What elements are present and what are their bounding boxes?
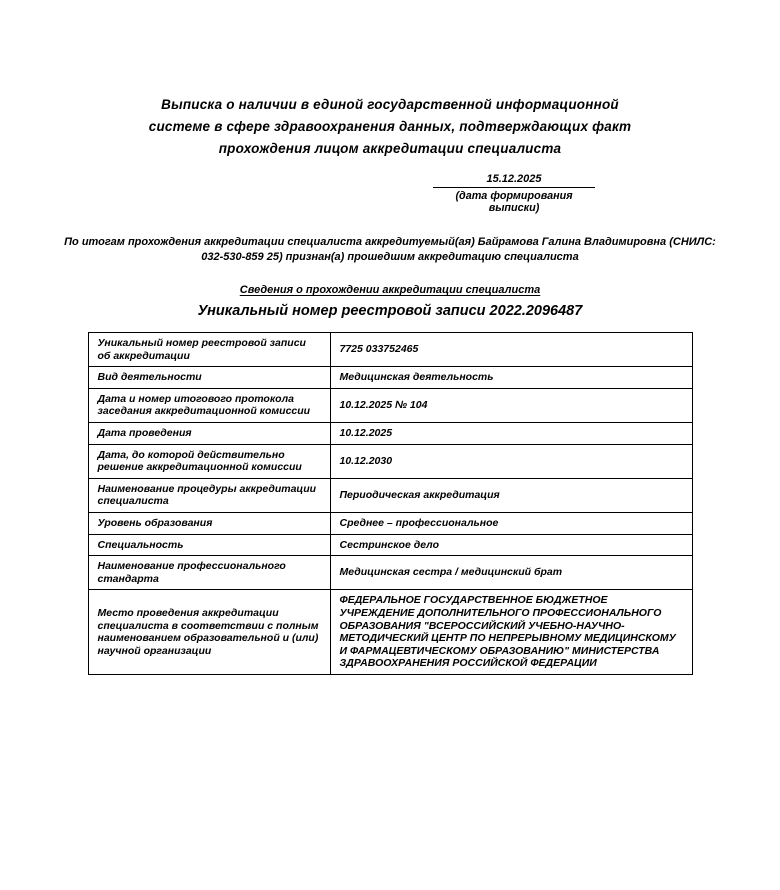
table-row-date-held — [88, 422, 692, 444]
accreditation-table-body — [88, 333, 692, 675]
document-title-line: Выписка о наличии в единой государственной информационной — [161, 97, 619, 112]
table-row-education-level — [88, 512, 692, 534]
row-label: Дата, до которой действительно решение аккредитационной комиссии — [88, 444, 330, 478]
table-row-procedure-name — [88, 478, 692, 512]
row-value: Медицинская деятельность — [330, 367, 692, 389]
row-label: Дата проведения — [88, 422, 330, 444]
table-row-accreditation-place — [88, 590, 692, 675]
table-row-valid-until — [88, 444, 692, 478]
row-label: Наименование процедуры аккредитации специалиста — [88, 478, 330, 512]
row-label: Специальность — [88, 534, 330, 556]
document-title — [0, 0, 780, 160]
row-value: ФЕДЕРАЛЬНОЕ ГОСУДАРСТВЕННОЕ БЮДЖЕТНОЕ УЧРЕЖДЕНИЕ ДОПОЛНИТЕЛЬНОГО ПРОФЕССИОНАЛЬНОГО ОБРАЗОВАНИЯ "ВСЕРОССИЙСКИЙ УЧЕБНО-НАУЧНО-МЕТОДИЧЕСКИЙ ЦЕНТР ПО НЕПРЕРЫВНОМУ МЕДИЦИНСКОМУ И ФАРМАЦЕВТИЧЕСКОМУ ОБРАЗОВАНИЮ" МИНИСТЕРСТВА ЗДРАВООХРАНЕНИЯ РОССИЙСКОЙ ФЕДЕРАЦИИ — [330, 590, 692, 675]
row-value: Периодическая аккредитация — [330, 478, 692, 512]
issue-date-value: 15.12.2025 — [433, 173, 595, 188]
row-value: Среднее – профессиональное — [330, 512, 692, 534]
document-title-line: системе в сфере здравоохранения данных, подтверждающих факт — [148, 119, 632, 134]
row-value: 7725 033752465 — [330, 333, 692, 367]
row-label: Место проведения аккредитации специалиста в соответствии с полным наименованием образовательной и (или) научной организации — [88, 590, 330, 675]
table-row-registry-number — [88, 333, 692, 367]
intro-paragraph — [0, 235, 780, 265]
intro-paragraph-line: По итогам прохождения аккредитации специалиста аккредитуемый(ая) Байрамова Галина Владимировна (СНИЛС: — [64, 236, 716, 248]
row-label: Уникальный номер реестровой записи об аккредитации — [88, 333, 330, 367]
accreditation-table — [88, 332, 693, 675]
issue-date-block — [433, 173, 595, 214]
row-value: Медицинская сестра / медицинский брат — [330, 556, 692, 590]
document-title-line: прохождения лицом аккредитации специалиста — [218, 141, 562, 156]
table-row-activity-type — [88, 367, 692, 389]
issue-date-caption: (дата формирования выписки) — [455, 190, 573, 214]
row-value: 10.12.2025 № 104 — [330, 388, 692, 422]
section-heading: Сведения о прохождении аккредитации специалиста — [239, 284, 541, 296]
table-row-protocol — [88, 388, 692, 422]
row-label: Наименование профессионального стандарта — [88, 556, 330, 590]
row-label: Уровень образования — [88, 512, 330, 534]
row-value: 10.12.2025 — [330, 422, 692, 444]
table-row-specialty — [88, 534, 692, 556]
row-label: Вид деятельности — [88, 367, 330, 389]
table-row-professional-standard — [88, 556, 692, 590]
row-value: Сестринское дело — [330, 534, 692, 556]
intro-paragraph-line: 032-530-859 25) признан(а) прошедшим аккредитацию специалиста — [201, 251, 579, 263]
row-label: Дата и номер итогового протокола заседания аккредитационной комиссии — [88, 388, 330, 422]
registry-number-heading: Уникальный номер реестровой записи 2022.2096487 — [197, 303, 583, 319]
row-value: 10.12.2030 — [330, 444, 692, 478]
